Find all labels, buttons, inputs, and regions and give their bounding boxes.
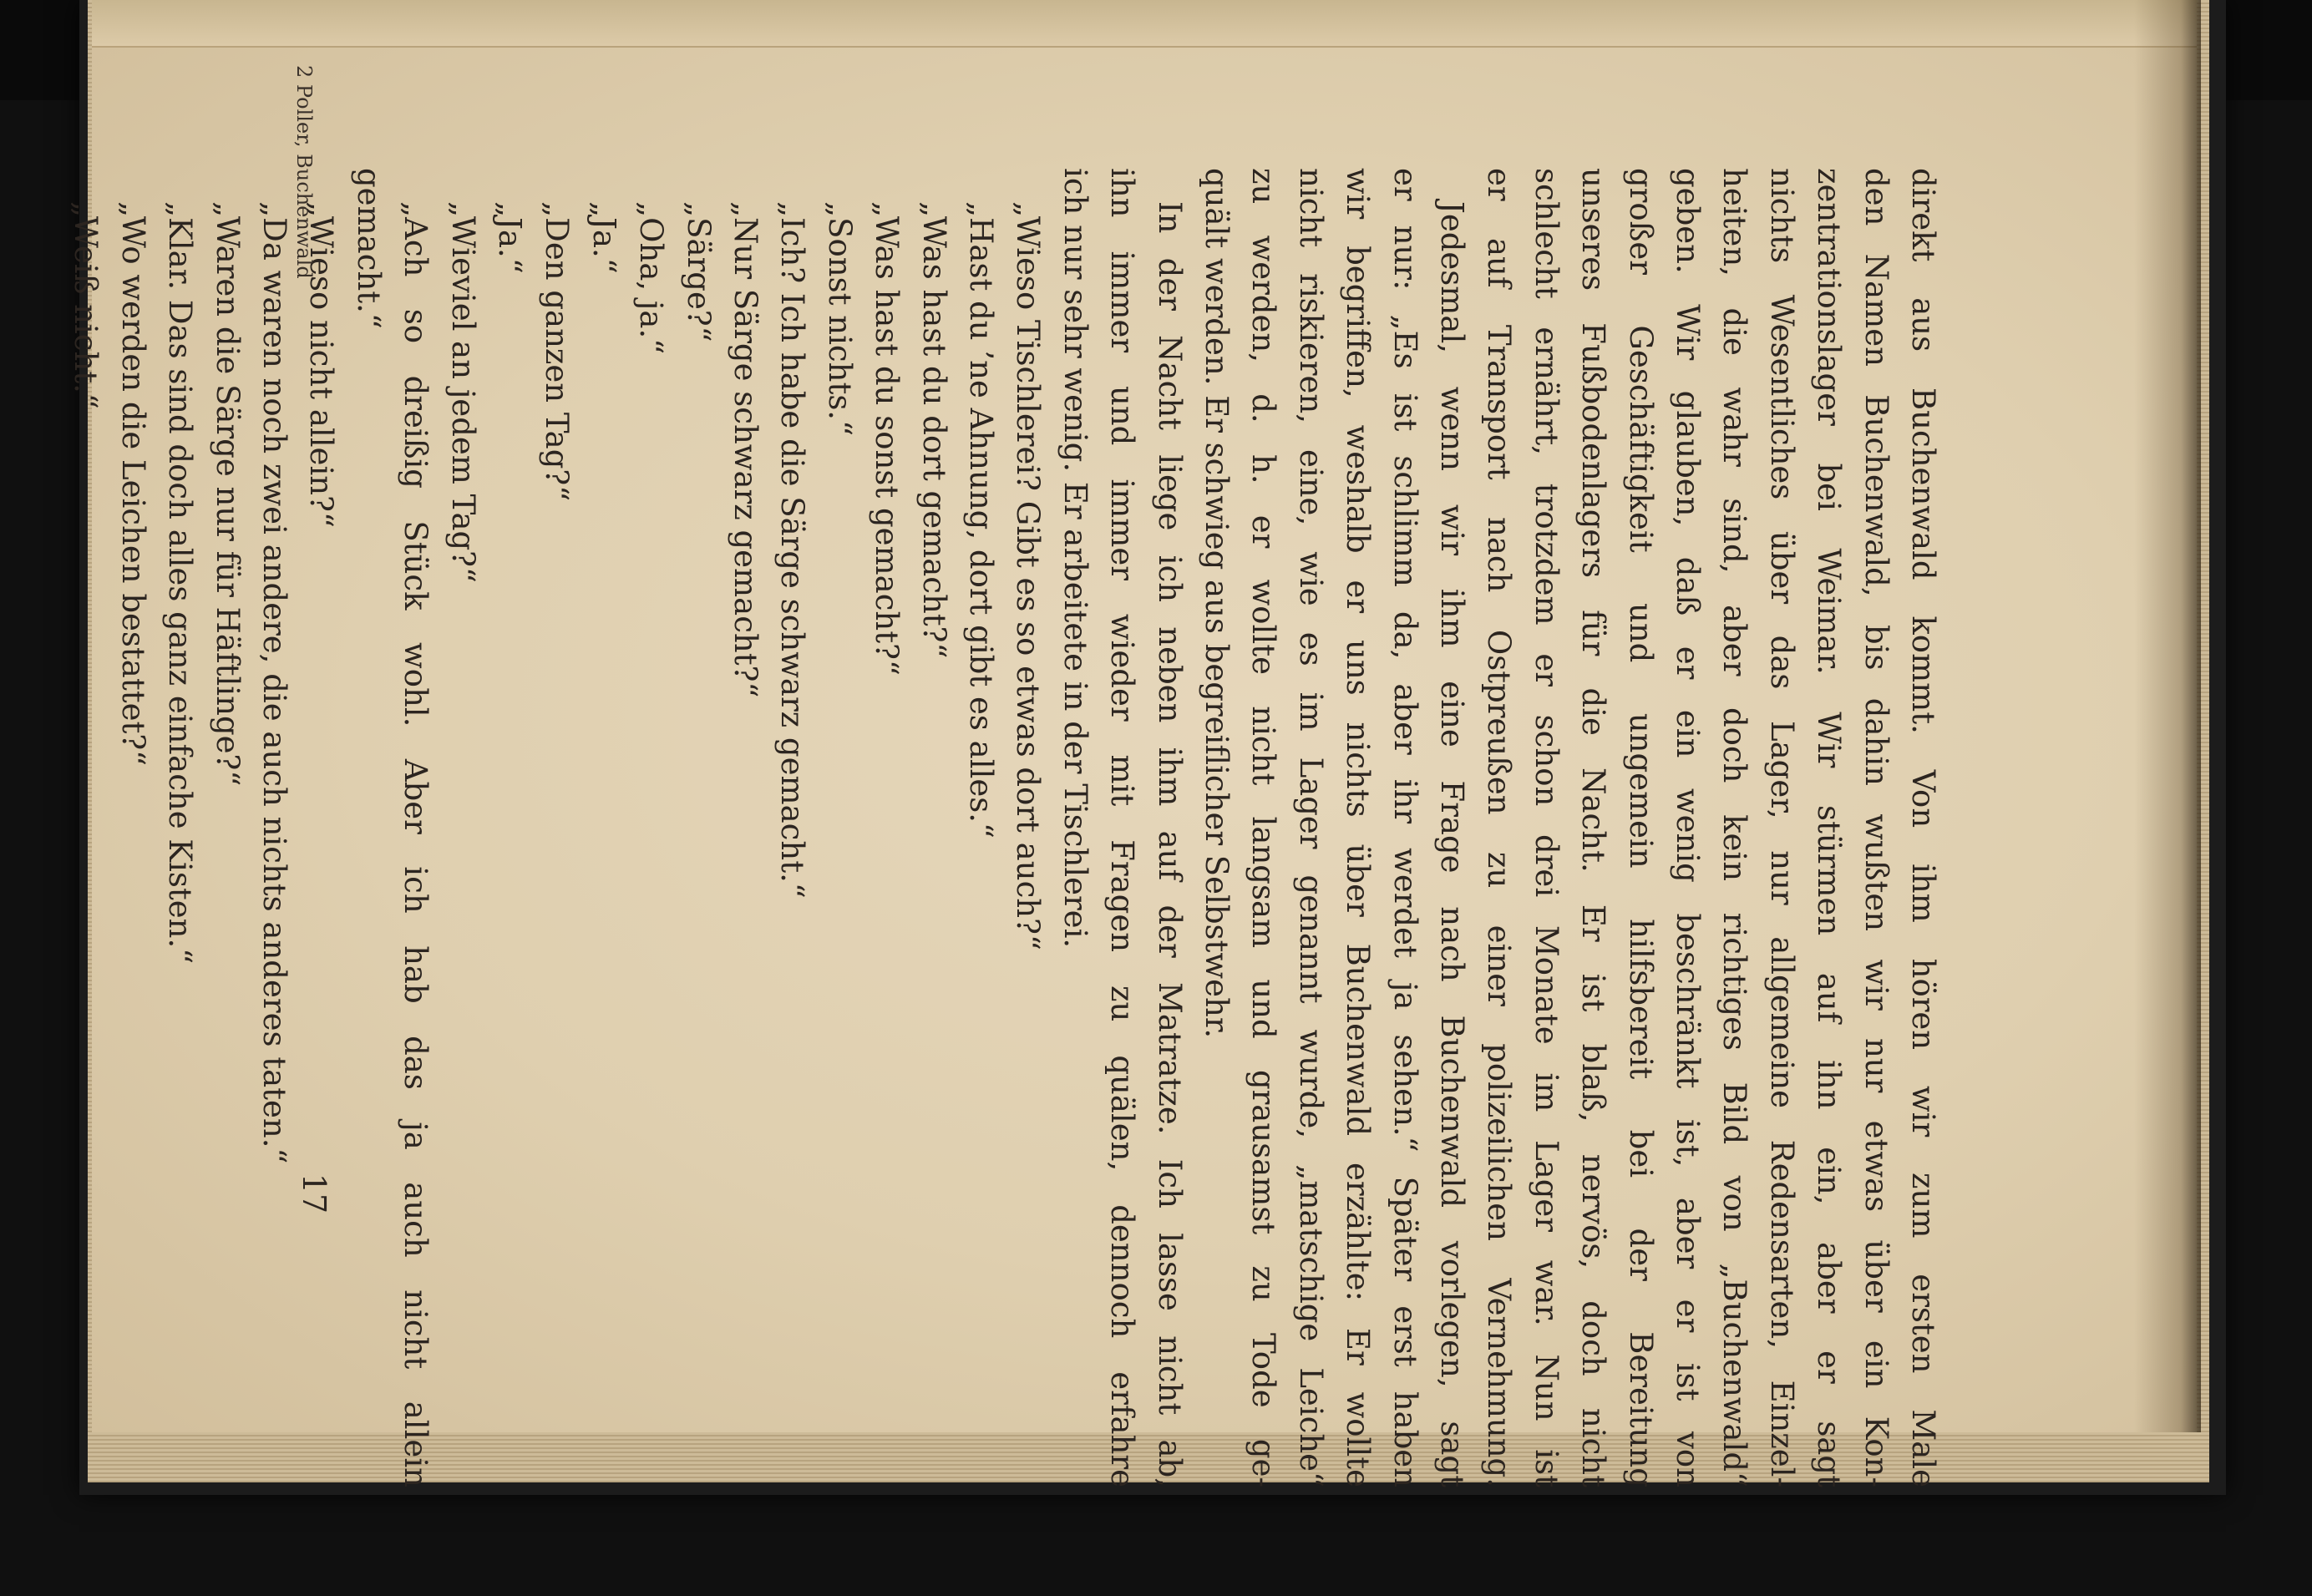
text-line: direkt aus Buchenwald kommt. Von ihm hören wir zum ersten Male: [1905, 168, 1941, 1487]
page-number: 17: [296, 1173, 332, 1214]
text-line: „Wieviel an jedem Tag?“: [444, 201, 481, 583]
text-line: heiten, die wahr sind, aber doch kein richtiges Bild von „Buchenwald“: [1716, 168, 1753, 1487]
text-line: „Waren die Särge nur für Häftlinge?“: [209, 201, 246, 787]
text-line: „Da waren noch zwei andere, die auch nichts anderes taten.“: [256, 201, 292, 1164]
text-line: „Sonst nichts.“: [821, 201, 858, 436]
text-line: den Namen Buchenwald, bis dahin wußten wir nur etwas über ein Kon-: [1858, 168, 1894, 1487]
text-line: „Ja.“: [492, 201, 528, 274]
text-line: „Wieso nicht allein?“: [303, 201, 340, 528]
text-line: „Oha, ja.“: [633, 201, 670, 355]
text-line: „Särge?“: [680, 201, 717, 342]
text-line: ihn immer und immer wieder mit Fragen zu quälen, dennoch erfahre: [1104, 168, 1141, 1487]
text-line: geben. Wir glauben, daß er ein wenig beschränkt ist, aber er ist von: [1670, 168, 1706, 1487]
page-top-edge: [92, 0, 2197, 48]
text-line: „Den ganzen Tag?“: [539, 201, 575, 502]
text-line: „Ich? Ich habe die Särge schwarz gemacht.“: [774, 201, 811, 899]
page-gutter: [2134, 0, 2201, 1432]
text-line: „Ja.“: [586, 201, 622, 274]
text-line: ich nur sehr wenig. Er arbeitete in der Tischlerei.: [1057, 168, 1093, 949]
text-line: er auf Transport nach Ostpreußen zu einer polizeilichen Vernehmung.: [1481, 168, 1518, 1487]
text-line: nichts Wesentliches über das Lager, nur allgemeine Redensarten, Einzel-: [1763, 168, 1800, 1487]
text-line: „Was hast du dort gemacht?“: [915, 201, 952, 659]
text-line: großer Geschäftigkeit und ungemein hilfsbereit bei der Bereitung: [1622, 168, 1659, 1487]
text-line: zentrationslager bei Weimar. Wir stürmen auf ihn ein, aber er sagt: [1811, 168, 1848, 1487]
text-line: „Hast du ’ne Ahnung, dort gibt es alles.“: [963, 201, 999, 839]
text-line: gemacht.“: [350, 168, 387, 329]
text-line: wir begriffen, weshalb er uns nichts über Buchenwald erzählte: Er wollte: [1340, 168, 1377, 1487]
text-line: „Wo werden die Leichen bestattet?“: [114, 201, 151, 767]
text-line: nicht riskieren, eine, wie es im Lager genannt wurde, „matschige Leiche“: [1292, 168, 1329, 1487]
text-line: schlecht ernährt, trotzdem er schon drei Monate im Lager war. Nun ist: [1528, 168, 1564, 1487]
printer-signature: 2 Poller, Buchenwald: [292, 65, 316, 279]
text-line: zu werden, d. h. er wollte nicht langsam und grausamst zu Tode ge-: [1245, 168, 1282, 1487]
text-line: „Ach so dreißig Stück wohl. Aber ich hab das ja auch nicht allein: [398, 201, 434, 1487]
text-line: „Nur Särge schwarz gemacht?“: [728, 201, 763, 698]
text-line: quält werden. Er schwieg aus begreiflicher Selbstwehr.: [1199, 168, 1235, 1039]
text-line: Jedesmal, wenn wir ihm eine Frage nach Buchenwald vorlegen, sagt: [1434, 201, 1470, 1487]
text-line: „Weiß nicht.“: [68, 201, 104, 409]
text-line: er nur: „Es ist schlimm da, aber ihr werdet ja sehen.“ Später erst haben: [1387, 168, 1423, 1487]
text-line: unseres Fußbodenlagers für die Nacht. Er ist blaß, nervös, doch nicht: [1575, 168, 1612, 1487]
text-line: In der Nacht liege ich neben ihm auf der Matratze. Ich lasse nicht ab,: [1151, 201, 1188, 1487]
text-line: „Was hast du sonst gemacht?“: [869, 201, 905, 676]
text-line: „Wieso Tischlerei? Gibt es so etwas dort auch?“: [1010, 201, 1047, 950]
text-line: „Klar. Das sind doch alles ganz einfache Kisten.“: [162, 201, 199, 965]
